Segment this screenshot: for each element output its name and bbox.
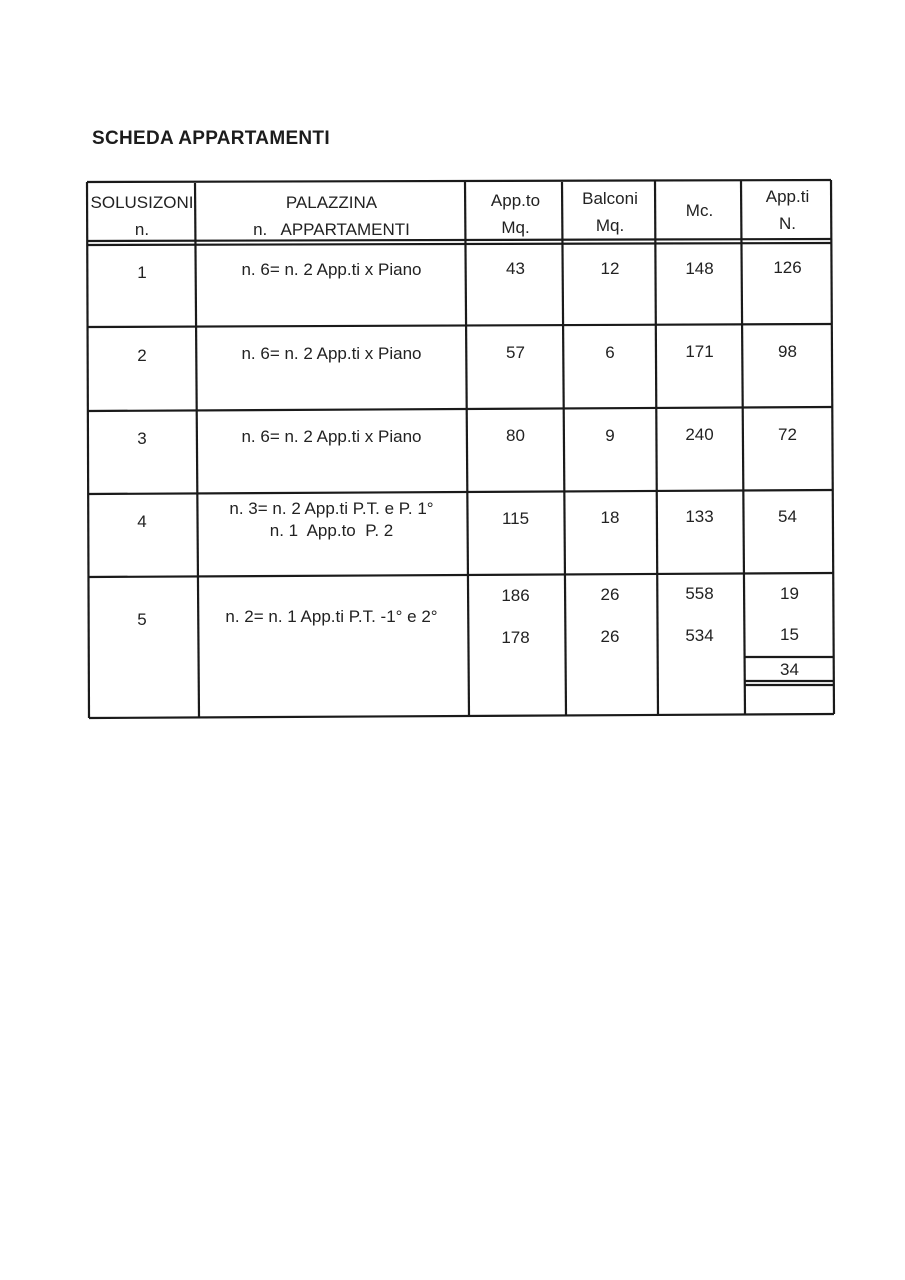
row-2-balconi: 6 bbox=[605, 343, 615, 362]
total-app: 34 bbox=[780, 660, 799, 679]
row-sep-4 bbox=[88, 573, 833, 577]
row-sep-3 bbox=[88, 490, 833, 494]
header-app-ti-line1: App.ti bbox=[765, 187, 810, 206]
row-3-balconi: 9 bbox=[605, 426, 615, 445]
header-separator-2 bbox=[87, 243, 831, 245]
table-border-bottom bbox=[89, 714, 834, 718]
row-2-n: 2 bbox=[137, 346, 147, 365]
row-5-n-app-2: 15 bbox=[780, 625, 799, 644]
row-sep-2 bbox=[88, 407, 832, 411]
row-3-palazzina: n. 6= n. 2 App.ti x Piano bbox=[241, 427, 422, 446]
header-app-to-line1: App.to bbox=[490, 191, 541, 210]
row-4-n: 4 bbox=[137, 512, 147, 531]
header-balconi bbox=[564, 185, 656, 239]
row-2-mc: 171 bbox=[685, 342, 714, 361]
header-app-to bbox=[467, 187, 564, 241]
header-app-ti-line2: N. bbox=[779, 214, 796, 233]
header-balconi-line2: Mq. bbox=[595, 216, 625, 235]
row-5-mq-1: 186 bbox=[501, 586, 530, 605]
row-5-mc-1: 558 bbox=[685, 584, 714, 603]
header-solusizoni bbox=[89, 189, 195, 243]
header-app-to-line2: Mq. bbox=[501, 218, 530, 237]
row-1-palazzina: n. 6= n. 2 App.ti x Piano bbox=[241, 260, 422, 279]
header-palazzina bbox=[197, 189, 466, 243]
header-balconi-line1: Balconi bbox=[582, 189, 638, 208]
row-2-palazzina: n. 6= n. 2 App.ti x Piano bbox=[241, 344, 422, 363]
row-5-n-app-1: 19 bbox=[780, 584, 799, 603]
header-app-ti bbox=[743, 183, 832, 237]
row-1-mc: 148 bbox=[685, 259, 714, 278]
table-border-top bbox=[87, 180, 831, 182]
row-2-mq: 57 bbox=[506, 343, 525, 362]
row-2-n-app: 98 bbox=[778, 342, 797, 361]
row-4-palazzina-line2: n. 1 App.to P. 2 bbox=[269, 521, 394, 540]
row-3-mq: 80 bbox=[506, 426, 525, 445]
header-palazzina-line2: n. APPARTAMENTI bbox=[253, 220, 410, 239]
header-mc bbox=[656, 200, 743, 222]
row-1-n-app: 126 bbox=[773, 258, 802, 277]
row-4-mc: 133 bbox=[685, 507, 714, 526]
header-solusizoni-line2: n. bbox=[134, 220, 150, 239]
row-4-mq: 115 bbox=[501, 509, 530, 528]
row-4-balconi: 18 bbox=[600, 508, 620, 527]
header-palazzina-line1: PALAZZINA bbox=[285, 193, 378, 212]
row-5-mq-2: 178 bbox=[501, 628, 530, 647]
row-5-balconi-1: 26 bbox=[600, 585, 620, 604]
row-3-mc: 240 bbox=[685, 425, 714, 444]
row-5-n: 5 bbox=[137, 610, 147, 629]
page-title: SCHEDA APPARTAMENTI bbox=[92, 128, 330, 149]
row-1-mq: 43 bbox=[506, 259, 525, 278]
row-5-balconi-2: 26 bbox=[600, 627, 620, 646]
row-4-palazzina bbox=[197, 498, 466, 542]
row-3-n-app: 72 bbox=[778, 425, 797, 444]
row-1-balconi: 12 bbox=[600, 259, 620, 278]
row-5-mc-2: 534 bbox=[685, 626, 714, 645]
row-4-palazzina-line1: n. 3= n. 2 App.ti P.T. e P. 1° bbox=[229, 499, 434, 518]
row-1-n: 1 bbox=[137, 263, 147, 282]
header-solusizoni-line1: SOLUSIZONI bbox=[90, 193, 194, 212]
header-mc-line1: Mc. bbox=[685, 201, 714, 220]
row-3-n: 3 bbox=[137, 429, 147, 448]
row-sep-1 bbox=[88, 324, 832, 327]
row-4-n-app: 54 bbox=[778, 507, 797, 526]
row-5-palazzina: n. 2= n. 1 App.ti P.T. -1° e 2° bbox=[225, 607, 438, 626]
